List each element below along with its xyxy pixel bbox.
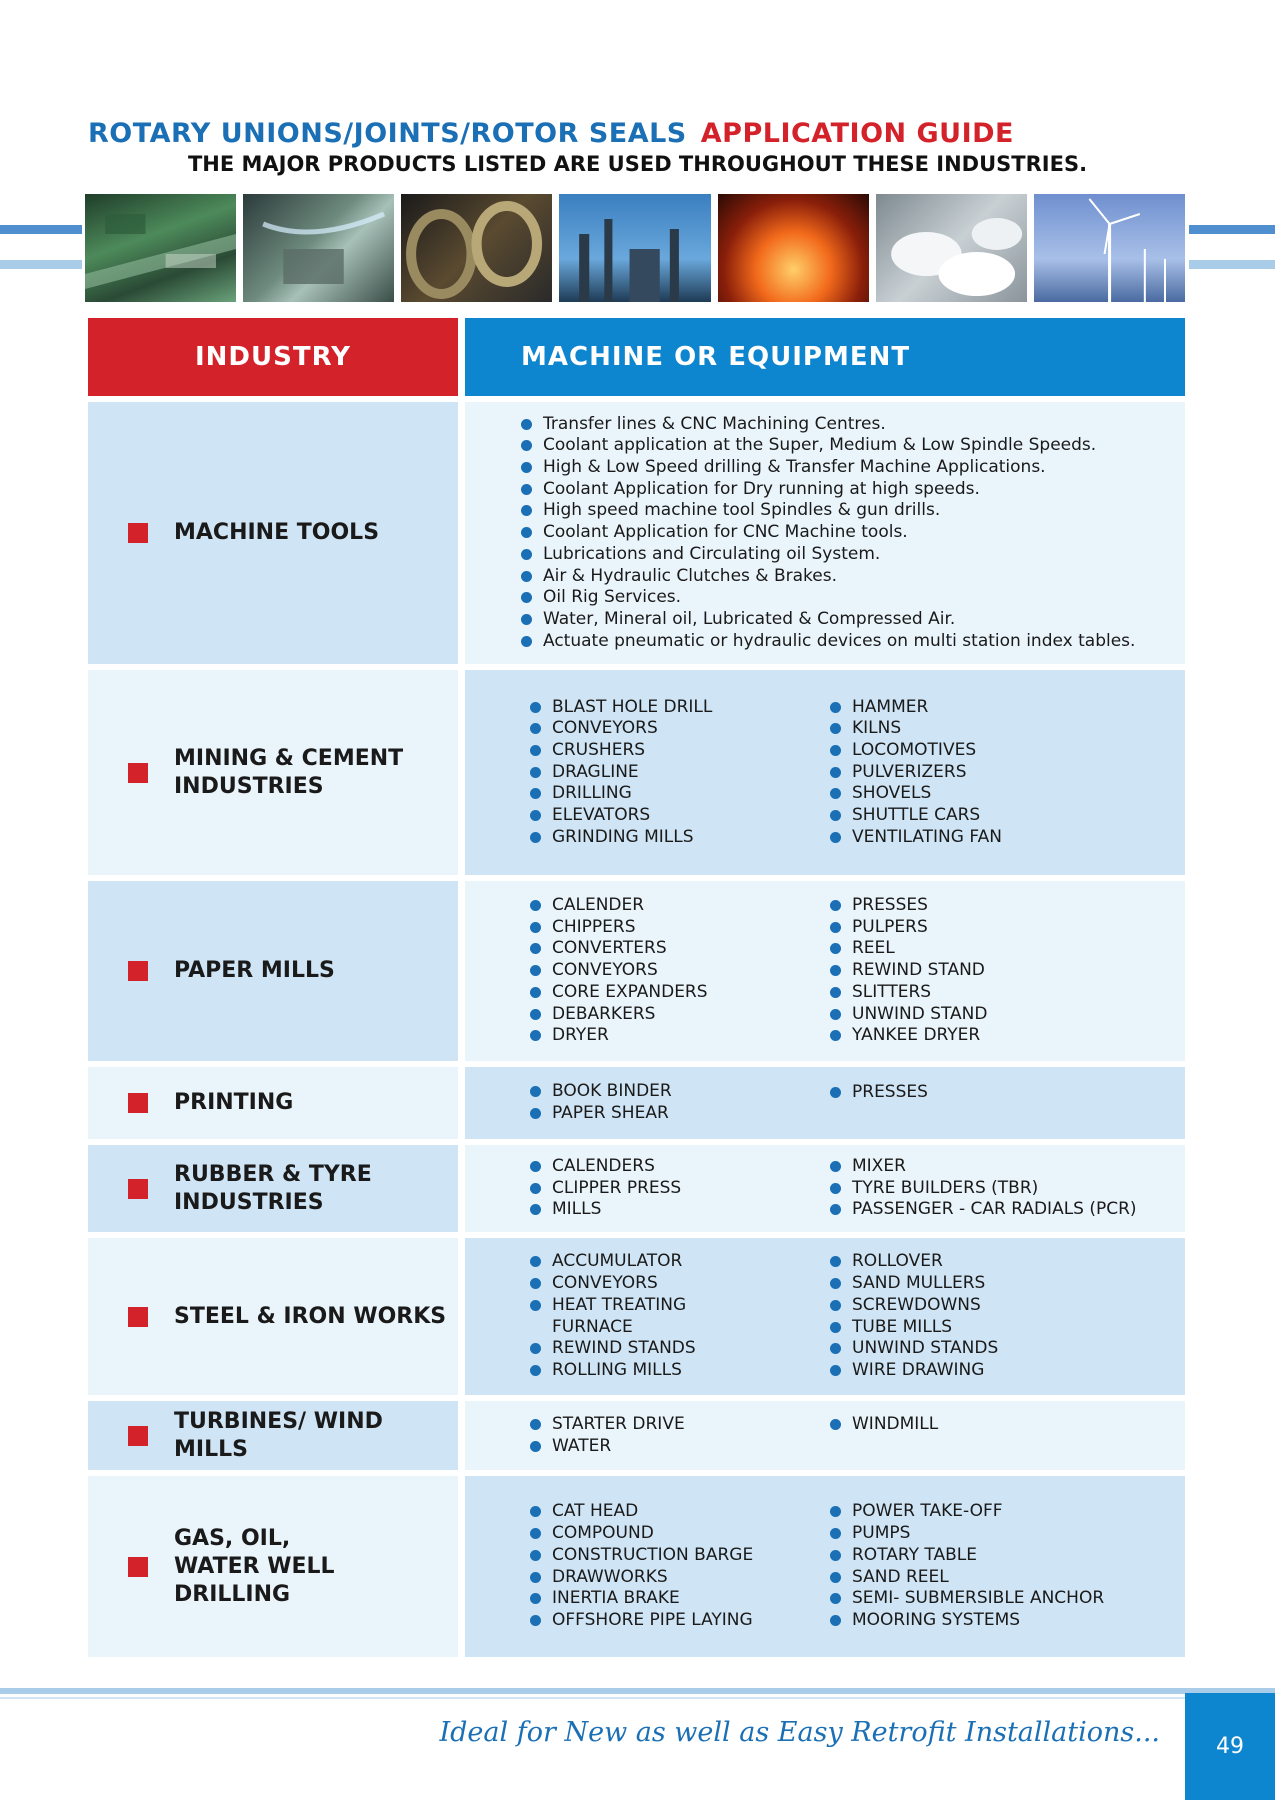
left-stripe-dark <box>0 225 82 234</box>
industry-name: RUBBER & TYRE INDUSTRIES <box>174 1161 372 1215</box>
list-item: SEMI- SUBMERSIBLE ANCHOR <box>830 1588 1170 1610</box>
list-item: CONSTRUCTION BARGE <box>530 1545 830 1567</box>
list-item: CONVEYORS <box>530 960 830 982</box>
wind-turbines-photo <box>1034 194 1185 302</box>
list-item: DRAGLINE <box>530 762 830 784</box>
list-item: CORE EXPANDERS <box>530 982 830 1004</box>
list-item: ROLLOVER <box>830 1251 1170 1273</box>
list-item: INERTIA BRAKE <box>530 1588 830 1610</box>
factory-line-photo <box>85 194 236 302</box>
list-item: PRESSES <box>830 1082 1170 1104</box>
list-item: LOCOMOTIVES <box>830 740 1170 762</box>
list-item: VENTILATING FAN <box>830 827 1170 849</box>
table-row <box>88 881 1185 1061</box>
right-stripe-dark <box>1189 225 1275 234</box>
machine-cell <box>465 670 1185 875</box>
machine-cell <box>465 402 1185 664</box>
list-item: ROLLING MILLS <box>530 1360 830 1382</box>
red-square-icon <box>128 523 148 543</box>
list-item: ACCUMULATOR <box>530 1251 830 1273</box>
list-item: TUBE MILLS <box>830 1317 1170 1339</box>
list-item: PRESSES <box>830 895 1170 917</box>
industry-cell <box>88 1401 458 1470</box>
list-item: High speed machine tool Spindles & gun drills. <box>521 500 1135 522</box>
industry-photo-strip <box>85 194 1185 302</box>
left-stripe-light <box>0 260 82 269</box>
list-item: WINDMILL <box>830 1414 1170 1436</box>
list-item: WIRE DRAWING <box>830 1360 1170 1382</box>
table-row <box>88 1238 1185 1395</box>
list-item: SCREWDOWNS <box>830 1295 1170 1317</box>
machine-list-right <box>830 895 1170 1047</box>
list-item: ELEVATORS <box>530 805 830 827</box>
list-item: CHIPPERS <box>530 917 830 939</box>
table-row <box>88 670 1185 875</box>
industry-cell <box>88 670 458 875</box>
list-item: ROTARY TABLE <box>830 1545 1170 1567</box>
machine-list-right <box>830 1251 1170 1381</box>
list-item: SHOVELS <box>830 783 1170 805</box>
list-item: PULPERS <box>830 917 1170 939</box>
list-item: Coolant Application for CNC Machine tools. <box>521 522 1135 544</box>
list-item: MILLS <box>530 1199 830 1221</box>
industry-cell <box>88 402 458 664</box>
red-square-icon <box>128 1557 148 1577</box>
list-item: YANKEE DRYER <box>830 1025 1170 1047</box>
machine-list-left <box>530 1251 830 1381</box>
list-item: Actuate pneumatic or hydraulic devices on multi station index tables. <box>521 631 1135 653</box>
list-item: BOOK BINDER <box>530 1081 830 1103</box>
list-item: CRUSHERS <box>530 740 830 762</box>
machine-cell <box>465 1145 1185 1232</box>
list-item: PAPER SHEAR <box>530 1103 830 1125</box>
table-row <box>88 402 1185 664</box>
red-square-icon <box>128 961 148 981</box>
footer-rule <box>0 1688 1275 1694</box>
industry-name: PAPER MILLS <box>174 958 335 983</box>
list-item: CLIPPER PRESS <box>530 1178 830 1200</box>
table-row <box>88 1476 1185 1657</box>
red-square-icon <box>128 1179 148 1199</box>
list-item: GRINDING MILLS <box>530 827 830 849</box>
machine-list-right <box>830 1156 1170 1221</box>
machine-cell <box>465 881 1185 1061</box>
list-item: Transfer lines & CNC Machining Centres. <box>521 414 1135 436</box>
application-table <box>88 318 1185 1663</box>
list-item: MIXER <box>830 1156 1170 1178</box>
industry-name: MACHINE TOOLS <box>174 520 380 545</box>
red-square-icon <box>128 1307 148 1327</box>
refinery-photo <box>559 194 710 302</box>
list-item: Coolant application at the Super, Medium & Low Spindle Speeds. <box>521 435 1135 457</box>
list-item: POWER TAKE-OFF <box>830 1501 1170 1523</box>
list-item: PULVERIZERS <box>830 762 1170 784</box>
right-stripe-light <box>1189 260 1275 269</box>
list-item: UNWIND STANDS <box>830 1338 1170 1360</box>
list-item: BLAST HOLE DRILL <box>530 697 830 719</box>
list-item: REEL <box>830 938 1170 960</box>
header-machine: MACHINE OR EQUIPMENT <box>465 318 1185 396</box>
table-header <box>88 318 1185 396</box>
list-item: COMPOUND <box>530 1523 830 1545</box>
tyre-manufacturing-photo <box>401 194 552 302</box>
page-subtitle: THE MAJOR PRODUCTS LISTED ARE USED THROUGHOUT THESE INDUSTRIES. <box>187 152 1088 176</box>
list-item: OFFSHORE PIPE LAYING <box>530 1610 830 1632</box>
list-item: STARTER DRIVE <box>530 1414 830 1436</box>
machine-cell <box>465 1476 1185 1657</box>
list-item: SAND MULLERS <box>830 1273 1170 1295</box>
list-item: Oil Rig Services. <box>521 587 1135 609</box>
industry-cell <box>88 1476 458 1657</box>
industry-name: PRINTING <box>174 1090 294 1115</box>
header-industry: INDUSTRY <box>88 318 458 396</box>
machine-cell <box>465 1238 1185 1395</box>
list-item: Air & Hydraulic Clutches & Brakes. <box>521 566 1135 588</box>
industry-name: MINING & CEMENT INDUSTRIES <box>174 745 404 799</box>
industry-name: STEEL & IRON WORKS <box>174 1303 447 1329</box>
industry-name: TURBINES/ WIND MILLS <box>174 1408 383 1462</box>
list-item: CONVEYORS <box>530 1273 830 1295</box>
industry-cell <box>88 1067 458 1139</box>
list-item: DRYER <box>530 1025 830 1047</box>
machine-cell <box>465 1401 1185 1470</box>
page-title <box>88 118 1188 149</box>
list-item: Lubrications and Circulating oil System. <box>521 544 1135 566</box>
list-item: Water, Mineral oil, Lubricated & Compressed Air. <box>521 609 1135 631</box>
machine-list-right <box>830 697 1170 849</box>
machine-list-right <box>830 1501 1170 1631</box>
industry-name: GAS, OIL, WATER WELL DRILLING <box>174 1525 335 1607</box>
list-item: DRILLING <box>530 783 830 805</box>
machine-list-left <box>530 697 830 849</box>
list-item: PUMPS <box>830 1523 1170 1545</box>
industry-cell <box>88 1238 458 1395</box>
list-item: TYRE BUILDERS (TBR) <box>830 1178 1170 1200</box>
machine-list-right <box>830 1414 1170 1436</box>
list-item: HEAT TREATING FURNACE <box>530 1295 830 1338</box>
list-item: CALENDER <box>530 895 830 917</box>
list-item: SLITTERS <box>830 982 1170 1004</box>
list-item: Coolant Application for Dry running at high speeds. <box>521 479 1135 501</box>
list-item: CAT HEAD <box>530 1501 830 1523</box>
machine-list-right <box>830 1082 1170 1104</box>
title-guide: APPLICATION GUIDE <box>700 118 1015 149</box>
steel-furnace-photo <box>718 194 869 302</box>
industry-cell <box>88 881 458 1061</box>
table-row <box>88 1401 1185 1470</box>
machine-list-left <box>530 1501 830 1631</box>
machine-list-left <box>530 1414 830 1457</box>
footer-tagline: Ideal for New as well as Easy Retrofit Installations... <box>439 1717 1160 1748</box>
table-row <box>88 1067 1185 1139</box>
machine-list-left <box>530 895 830 1047</box>
list-item: CONVERTERS <box>530 938 830 960</box>
list-item: DEBARKERS <box>530 1004 830 1026</box>
list-item: DRAWWORKS <box>530 1567 830 1589</box>
list-item: High & Low Speed drilling & Transfer Machine Applications. <box>521 457 1135 479</box>
machine-cell <box>465 1067 1185 1139</box>
machine-list <box>465 414 1135 653</box>
red-square-icon <box>128 1093 148 1113</box>
list-item: CONVEYORS <box>530 718 830 740</box>
title-product: ROTARY UNIONS/JOINTS/ROTOR SEALS <box>88 118 687 149</box>
table-row <box>88 1145 1185 1232</box>
list-item: REWIND STANDS <box>530 1338 830 1360</box>
red-square-icon <box>128 763 148 783</box>
list-item: UNWIND STAND <box>830 1004 1170 1026</box>
list-item: WATER <box>530 1436 830 1458</box>
page-number: 49 <box>1185 1693 1275 1800</box>
footer-rule-thin <box>0 1697 1185 1699</box>
machine-list-left <box>530 1156 830 1221</box>
list-item: HAMMER <box>830 697 1170 719</box>
list-item: KILNS <box>830 718 1170 740</box>
list-item: REWIND STAND <box>830 960 1170 982</box>
list-item: MOORING SYSTEMS <box>830 1610 1170 1632</box>
coolant-machining-photo <box>243 194 394 302</box>
paper-rolls-photo <box>876 194 1027 302</box>
industry-cell <box>88 1145 458 1232</box>
list-item: PASSENGER - CAR RADIALS (PCR) <box>830 1199 1170 1221</box>
list-item: SAND REEL <box>830 1567 1170 1589</box>
list-item: CALENDERS <box>530 1156 830 1178</box>
list-item: SHUTTLE CARS <box>830 805 1170 827</box>
red-square-icon <box>128 1426 148 1446</box>
machine-list-left <box>530 1081 830 1124</box>
